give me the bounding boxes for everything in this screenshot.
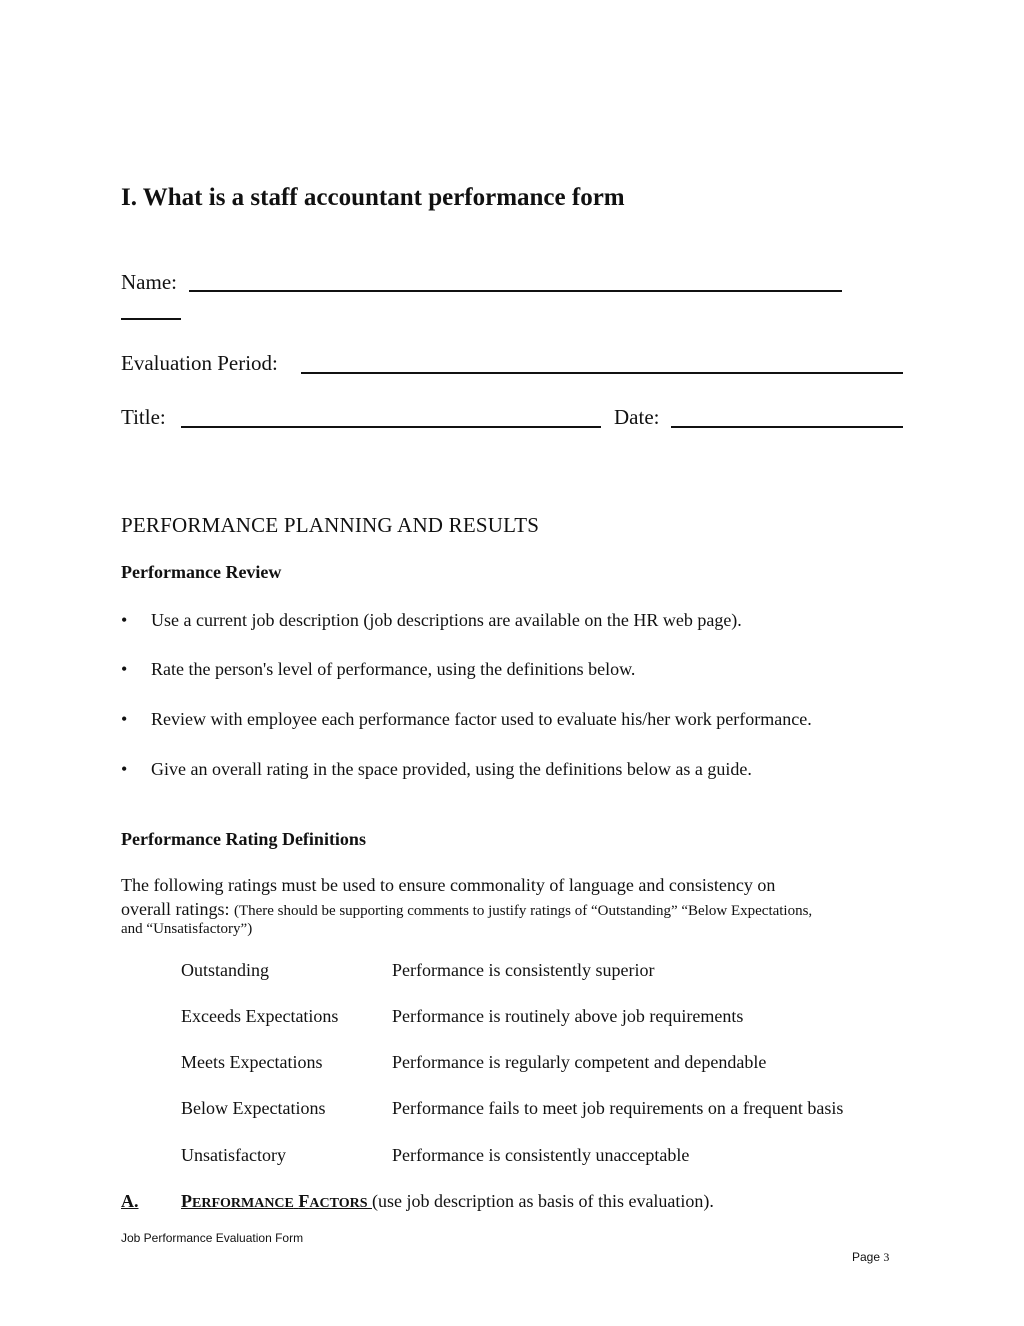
rating-definition-exceeds: Performance is routinely above job requirements (392, 1006, 744, 1026)
list-item-text: Review with employee each performance factor used to evaluate his/her work performance. (151, 709, 812, 729)
rating-term-outstanding: Outstanding (181, 960, 269, 980)
rating-intro-line-3: and “Unsatisfactory”) (121, 921, 253, 937)
section-letter: A. (121, 1191, 139, 1211)
page-label: Page (852, 1250, 881, 1264)
page-title: I. What is a staff accountant performance form (121, 184, 625, 211)
title-initial-p: P (181, 1191, 192, 1211)
rating-intro-note: (There should be supporting comments to justify ratings of “Outstanding” “Below Expectations, (233, 903, 813, 919)
name-field-continuation[interactable] (121, 318, 181, 320)
title-initial-f: F (298, 1191, 310, 1211)
date-field[interactable] (671, 426, 903, 428)
evaluation-period-label: Evaluation Period: (121, 351, 278, 375)
bullet-icon: • (121, 709, 128, 729)
name-field[interactable] (189, 290, 842, 292)
rating-intro-main: overall ratings: (121, 899, 230, 919)
list-item-text: Give an overall rating in the space provided, using the definitions below as a guide. (151, 759, 752, 779)
rating-definition-below: Performance fails to meet job requirements on a frequent basis (392, 1098, 844, 1118)
title-rest-factors: ACTORS (309, 1196, 368, 1211)
title-field[interactable] (181, 426, 601, 428)
rating-term-below: Below Expectations (181, 1098, 326, 1118)
title-label: Title: (121, 405, 166, 429)
rating-definition-outstanding: Performance is consistently superior (392, 960, 655, 980)
rating-intro-line-1: The following ratings must be used to ensure commonality of language and consistency on (121, 875, 776, 895)
rating-term-exceeds: Exceeds Expectations (181, 1006, 339, 1026)
page-number (852, 1250, 889, 1265)
rating-term-unsatisfactory: Unsatisfactory (181, 1145, 286, 1165)
title-rest-performance: ERFORMANCE (192, 1196, 294, 1211)
rating-definition-meets: Performance is regularly competent and dependable (392, 1052, 767, 1072)
performance-review-heading: Performance Review (121, 562, 282, 582)
performance-factors-title (181, 1191, 714, 1212)
list-item-text: Use a current job description (job descriptions are available on the HR web page). (151, 610, 742, 630)
rating-definitions-heading: Performance Rating Definitions (121, 829, 366, 849)
section-title: PERFORMANCE PLANNING AND RESULTS (121, 513, 540, 537)
list-item-text: Rate the person's level of performance, using the definitions below. (151, 659, 636, 679)
performance-factors-heading (121, 1191, 139, 1212)
rating-definition-unsatisfactory: Performance is consistently unacceptable (392, 1145, 690, 1165)
name-label: Name: (121, 270, 177, 294)
rating-term-meets: Meets Expectations (181, 1052, 323, 1072)
bullet-icon: • (121, 610, 128, 630)
bullet-icon: • (121, 659, 128, 679)
page-number-value: 3 (883, 1250, 890, 1264)
performance-factors-note: (use job description as basis of this evaluation). (371, 1191, 714, 1211)
evaluation-period-field[interactable] (301, 372, 903, 374)
date-label: Date: (614, 405, 660, 429)
rating-intro-line-2 (121, 899, 812, 920)
footer-form-name: Job Performance Evaluation Form (121, 1231, 304, 1245)
bullet-icon: • (121, 759, 128, 779)
